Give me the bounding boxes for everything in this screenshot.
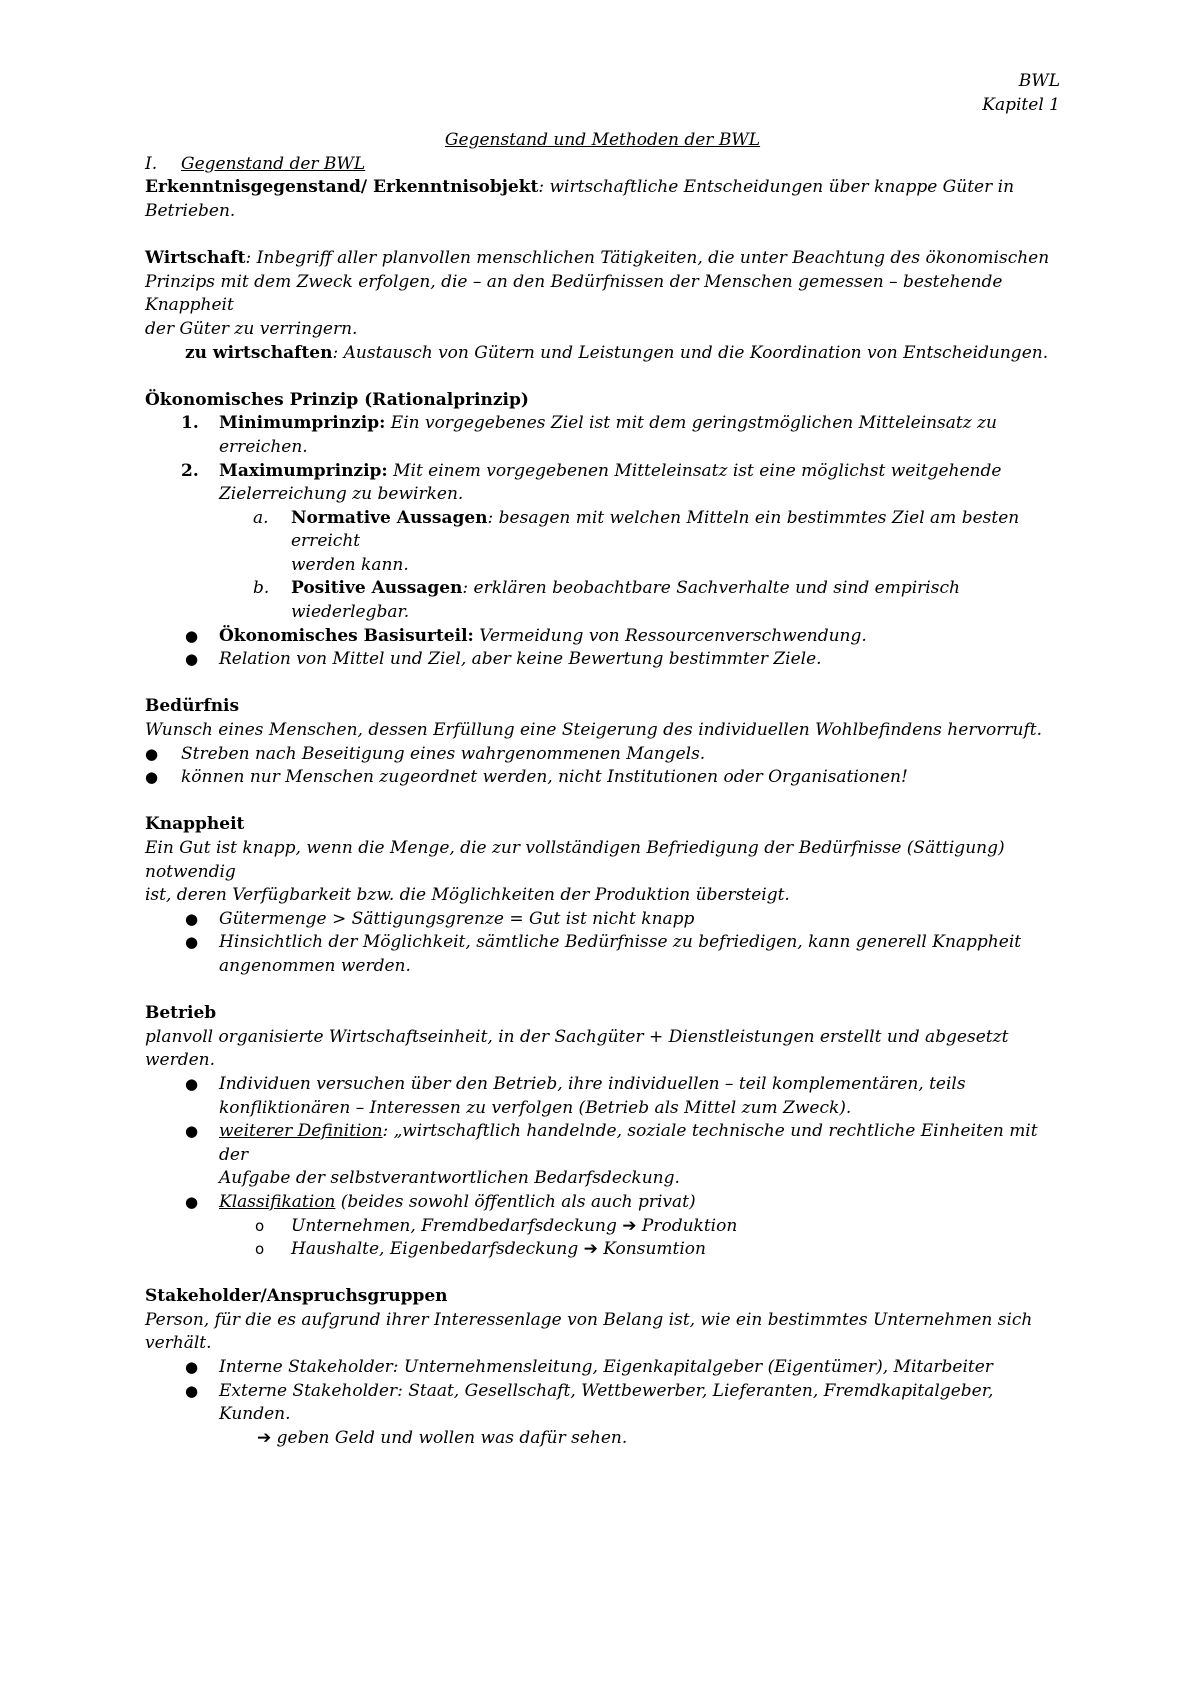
wirtschaft-text-3: der Güter zu verringern. [145, 318, 358, 339]
bullet-item [145, 1120, 1060, 1191]
header-chapter: Kapitel 1 [982, 94, 1060, 115]
bullet-icon: ● [185, 1122, 199, 1141]
wirtschaft-text: : Inbegriff aller planvollen menschlichen Tätigkeiten, die unter Beachtung des ökonomischen [245, 248, 1050, 269]
stakeholder-definition: Person, für die es aufgrund ihrer Interessenlage von Belang ist, wie ein bestimmtes Unternehmen sich verhält. [145, 1309, 1033, 1354]
sub-bullet-text-cont: Produktion [636, 1215, 738, 1236]
knappheit-definition [145, 837, 1060, 908]
knappheit-definition-1: Ein Gut ist knapp, wenn die Menge, die zur vollständigen Befriedigung der Bedürfnisse (Sättigung) notwendig [145, 838, 1005, 882]
sub-list-item [145, 577, 1060, 624]
arrow-right-icon: ➔ [257, 1427, 272, 1448]
bullet-icon: ● [185, 650, 199, 669]
bullet-text: Gütermenge > Sättigungsgrenze = Gut ist nicht knapp [219, 908, 695, 929]
bullet-item [145, 648, 1060, 672]
erkenntnis-paragraph [145, 176, 1060, 223]
bullet-text: : „wirtschaftlich handelnde, soziale technische und rechtliche Einheiten mit der [219, 1121, 1038, 1165]
bullet-text: Externe Stakeholder: Staat, Gesellschaft, Wettbewerber, Lieferanten, Fremdkapitalgeber, Kunden. [219, 1380, 994, 1425]
sub-list-text: : erklären beobachtbare Sachverhalte und sind empirisch wiederlegbar. [291, 578, 960, 623]
sub-bullet-item [145, 1215, 1060, 1239]
list-text: Ein vorgegebenes Ziel ist mit dem geringstmöglichen Mitteleinsatz zu erreichen. [219, 413, 998, 457]
bullet-text: Interne Stakeholder: Unternehmensleitung, Eigenkapitalgeber (Eigentümer), Mitarbeiter [219, 1357, 993, 1378]
bullet-term: Ökonomisches Basisurteil: [219, 625, 474, 646]
list-number: 2. [181, 460, 199, 481]
arrow-right-icon: ➔ [583, 1239, 598, 1260]
bullet-icon: ● [185, 1381, 199, 1400]
sub-list-text: : besagen mit welchen Mitteln ein bestimmtes Ziel am besten erreicht [291, 507, 1020, 552]
bullet-text: Vermeidung von Ressourcenverschwendung. [473, 625, 867, 646]
betrieb-heading: Betrieb [145, 1003, 217, 1024]
bullet-item [145, 908, 1060, 932]
header-subject: BWL [1018, 71, 1060, 91]
bullet-text-cont: angenommen werden. [219, 955, 411, 976]
bullet-icon: ● [185, 1074, 199, 1093]
list-text: Mit einem vorgegebenen Mitteleinsatz ist eine möglichst weitgehende [387, 460, 1002, 481]
knappheit-heading: Knappheit [145, 814, 245, 835]
knappheit-definition-2: ist, deren Verfügbarkeit bzw. die Möglichkeiten der Produktion übersteigt. [145, 885, 790, 906]
betrieb-definition: planvoll organisierte Wirtschaftseinheit, in der Sachgüter + Dienstleistungen erstellt und abgesetzt werden. [145, 1026, 1009, 1071]
wirtschaft-paragraph [145, 247, 1060, 341]
wirtschaft-term: Wirtschaft [145, 248, 246, 269]
section-number: I. [145, 153, 158, 174]
zu-wirtschaften-term: zu wirtschaften [185, 342, 333, 363]
sub-bullet-text: Haushalte, Eigenbedarfsdeckung [291, 1239, 584, 1260]
arrow-right-icon: ➔ [622, 1215, 637, 1236]
bullet-icon: ● [145, 768, 159, 787]
bullet-icon: ● [185, 933, 199, 952]
bullet-item [145, 625, 1060, 649]
document-title: Gegenstand und Methoden der BWL [444, 130, 761, 151]
stakeholder-conclusion [145, 1427, 1060, 1451]
circle-bullet-icon: o [255, 1240, 265, 1259]
sub-bullet-text-cont: Konsumtion [597, 1239, 706, 1260]
list-item [145, 460, 1060, 507]
bullet-text: Streben nach Beseitigung eines wahrgenommenen Mangels. [181, 743, 706, 764]
bullet-underlined-term: Klassifikation [219, 1191, 336, 1212]
bullet-icon: ● [185, 909, 199, 928]
bullet-item [145, 766, 1060, 790]
sub-list-letter: a. [253, 507, 269, 528]
sub-bullet-text: Unternehmen, Fremdbedarfsdeckung [291, 1215, 623, 1236]
bullet-icon: ● [185, 1192, 199, 1211]
section-heading [145, 153, 1060, 177]
beduerfnis-definition: Wunsch eines Menschen, dessen Erfüllung eine Steigerung des individuellen Wohlbefindens hervorruft. [145, 720, 1043, 741]
beduerfnis-heading: Bedürfnis [145, 696, 240, 717]
bullet-item [145, 1073, 1060, 1120]
sub-list-text-cont: werden kann. [291, 554, 409, 575]
stakeholder-heading: Stakeholder/Anspruchsgruppen [145, 1286, 448, 1307]
bullet-item [145, 1356, 1060, 1380]
sub-bullet-item [145, 1238, 1060, 1262]
bullet-text: (beides sowohl öffentlich als auch privat) [335, 1191, 696, 1212]
list-item [145, 412, 1060, 459]
conclusion-text: geben Geld und wollen was dafür sehen. [271, 1427, 628, 1448]
sub-list-term: Positive Aussagen [291, 578, 463, 599]
bullet-text-cont: konfliktionären – Interessen zu verfolgen (Betrieb als Mittel zum Zweck). [219, 1097, 852, 1118]
bullet-icon: ● [185, 626, 199, 645]
bullet-item [145, 931, 1060, 978]
bullet-text: Individuen versuchen über den Betrieb, ihre individuellen – teil komplementären, teils [219, 1073, 966, 1094]
wirtschaft-text-2: Prinzips mit dem Zweck erfolgen, die – an den Bedürfnissen der Menschen gemessen – bestehende Knappheit [145, 271, 1003, 316]
bullet-item [145, 743, 1060, 767]
list-term: Minimumprinzip: [219, 413, 386, 434]
bullet-icon: ● [185, 1358, 199, 1377]
sub-list-item [145, 507, 1060, 578]
bullet-underlined-term: weiterer Definition [219, 1121, 383, 1142]
bullet-item [145, 1380, 1060, 1427]
prinzip-heading: Ökonomisches Prinzip (Rationalprinzip) [145, 389, 529, 410]
bullet-icon: ● [145, 744, 159, 763]
list-text-cont: Zielerreichung zu bewirken. [219, 484, 464, 505]
bullet-text: Hinsichtlich der Möglichkeit, sämtliche Bedürfnisse zu befriedigen, kann generell Knappheit [219, 932, 1022, 953]
document-page [145, 70, 1060, 1450]
circle-bullet-icon: o [255, 1216, 265, 1235]
erkenntnis-term: Erkenntnisgegenstand/ Erkenntnisobjekt [145, 177, 539, 198]
sub-list-letter: b. [253, 578, 270, 599]
bullet-item [145, 1191, 1060, 1215]
bullet-text: können nur Menschen zugeordnet werden, nicht Institutionen oder Organisationen! [181, 767, 908, 788]
bullet-text: Relation von Mittel und Ziel, aber keine Bewertung bestimmter Ziele. [219, 649, 822, 670]
list-number: 1. [181, 413, 199, 434]
list-term: Maximumprinzip: [219, 460, 388, 481]
zu-wirtschaften-text: : Austausch von Gütern und Leistungen und die Koordination von Entscheidungen. [332, 342, 1049, 363]
sub-list-term: Normative Aussagen [291, 507, 488, 528]
erkenntnis-text: : wirtschaftliche Entscheidungen über knappe Güter in [538, 177, 1015, 198]
section-label: Gegenstand der BWL [181, 153, 366, 174]
zu-wirtschaften-line [145, 342, 1060, 366]
bullet-text-cont: Aufgabe der selbstverantwortlichen Bedarfsdeckung. [219, 1168, 680, 1189]
erkenntnis-text-cont: Betrieben. [145, 200, 236, 221]
